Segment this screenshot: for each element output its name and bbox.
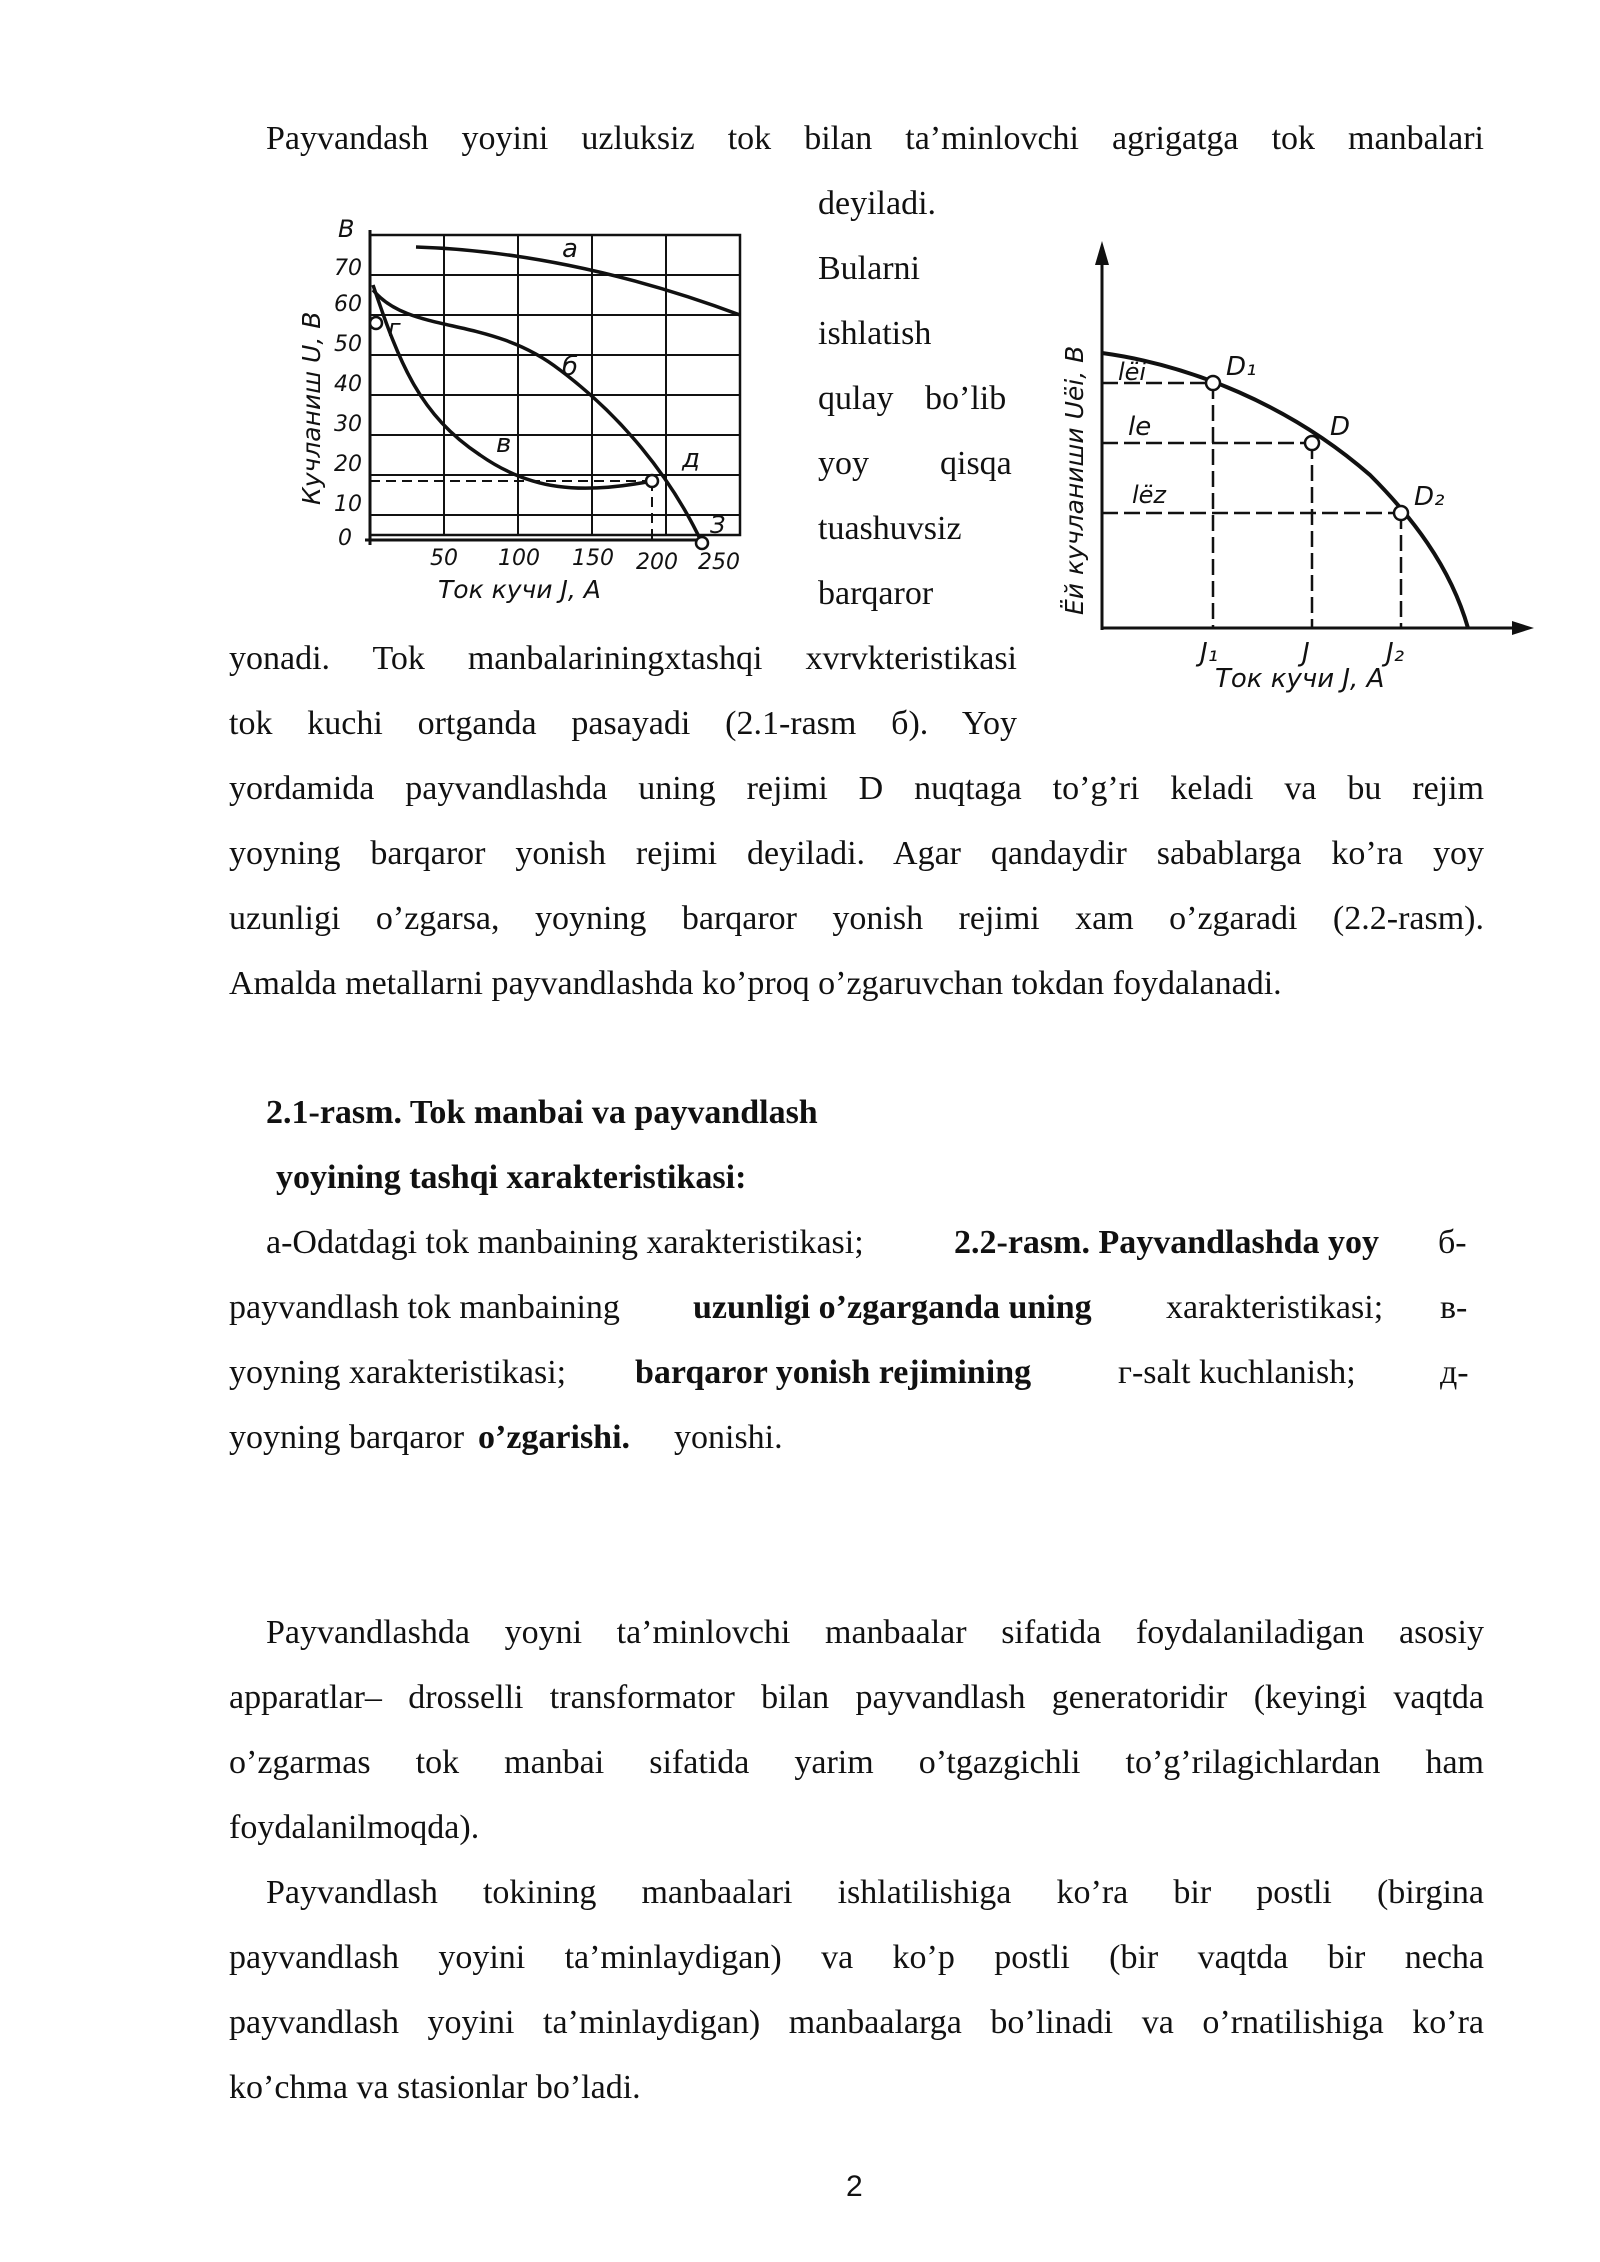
point-z — [696, 537, 708, 549]
paragraph-line: qisqa — [940, 445, 1012, 482]
paragraph-line: foydalanilmoqda). — [229, 1809, 480, 1846]
caption-line: yoyning xarakteristikasi; — [229, 1354, 567, 1391]
x-tick: 200 — [636, 550, 678, 575]
paragraph-line: bo’lib — [925, 380, 1007, 417]
x-tick-j: J — [1302, 638, 1310, 668]
caption-title: 2.1-rasm. Tok manbai va payvandlash — [266, 1094, 818, 1131]
paragraph-line: ishlatish — [818, 315, 932, 352]
y-tick: 20 — [334, 452, 362, 477]
paragraph-line: apparatlar– drosselli transformator bilan payvandlash generatoridir (keyingi vaqtda — [229, 1679, 1484, 1716]
y-tick: 10 — [334, 492, 362, 517]
y-tick: 0 — [338, 526, 352, 551]
figure-2-2 — [1050, 235, 1540, 705]
arc-length-1-label: lёi — [1118, 358, 1147, 386]
x-tick: 150 — [572, 546, 614, 571]
caption-line: б- — [1438, 1224, 1467, 1261]
paragraph-line: Payvandlash tokining manbaalari ishlatilishiga ko’ra bir postli (birgina — [266, 1874, 1484, 1911]
point-d — [646, 475, 658, 487]
paragraph-line: Payvandash yoyini uzluksiz tok bilan ta’minlovchi agrigatga tok manbalari — [266, 120, 1484, 157]
paragraph-line: barqaror — [818, 575, 934, 612]
paragraph-line: yonadi. Tok manbalariningxtashqi xvrvkteristikasi — [229, 640, 1017, 677]
caption-title: yoyining tashqi xarakteristikasi: — [276, 1159, 747, 1196]
point-g — [370, 317, 382, 329]
point-d2-label: D₂ — [1414, 482, 1445, 512]
curve-v-label: в — [496, 429, 512, 459]
y-tick: 50 — [334, 332, 362, 357]
arc-length-label: le — [1128, 412, 1152, 442]
point-d2 — [1394, 506, 1408, 520]
curve-b-label: б — [562, 352, 579, 382]
arc-length-2-label: lёz — [1132, 481, 1167, 509]
y-axis-label: Кучланиш U, В — [297, 311, 326, 505]
caption-title: barqaror yonish rejimining — [635, 1354, 1032, 1391]
paragraph-line: deyiladi. — [818, 185, 937, 222]
y-tick: 70 — [334, 256, 362, 281]
caption-title: o’zgarishi. — [478, 1419, 631, 1456]
y-tick: 60 — [334, 292, 362, 317]
curve-g-label: г — [388, 314, 401, 342]
x-tick-j1: J₁ — [1200, 638, 1219, 668]
paragraph-line: qulay — [818, 380, 894, 417]
y-axis-label: Ёй кучланиши Uёi, В — [1060, 345, 1089, 615]
paragraph-line: tok kuchi ortganda pasayadi (2.1-rasm б). Yoy — [229, 705, 1017, 742]
curve-a — [416, 247, 740, 315]
paragraph-line: ko’chma va stasionlar bo’ladi. — [229, 2069, 641, 2106]
point-d — [1305, 436, 1319, 450]
caption-line: д- — [1440, 1354, 1469, 1391]
caption-title: uzunligi o’zgarganda uning — [693, 1289, 1092, 1326]
caption-line: г-salt kuchlanish; — [1118, 1354, 1356, 1391]
paragraph-line: Amalda metallarni payvandlashda ko’proq o’zgaruvchan tokdan foydalanadi. — [229, 965, 1282, 1002]
paragraph-line: tuashuvsiz — [818, 510, 962, 547]
point-d1-label: D₁ — [1226, 352, 1257, 382]
y-tick: 30 — [334, 412, 362, 437]
x-tick: 50 — [430, 546, 458, 571]
paragraph-line: payvandlash yoyini ta’minlaydigan) manbaalarga bo’linadi va o’rnatilishiga ko’ra — [229, 2004, 1484, 2041]
figure-2-1 — [290, 215, 770, 615]
point-d-label: д — [682, 444, 700, 474]
paragraph-line: yoyning barqaror yonish rejimi deyiladi. Agar qandaydir sabablarga ko’ra yoy — [229, 835, 1484, 872]
x-axis-label: Ток кучи J, А — [1215, 664, 1385, 694]
y-tick: 40 — [334, 372, 362, 397]
x-tick: 250 — [698, 550, 740, 575]
point-z-label: З — [710, 511, 726, 539]
caption-line: a-Odatdagi tok manbaining xarakteristikasi; — [266, 1224, 864, 1261]
page-number: 2 — [846, 2170, 863, 2203]
curve-a-label: а — [562, 234, 578, 264]
caption-title: 2.2-rasm. Payvandlashda yoy — [954, 1224, 1380, 1261]
paragraph-line: payvandlash yoyini ta’minlaydigan) va ko’p postli (bir vaqtda bir necha — [229, 1939, 1484, 1976]
y-unit-label: В — [338, 215, 355, 243]
paragraph-line: Bularni — [818, 250, 920, 287]
paragraph-line: o’zgarmas tok manbai sifatida yarim o’tgazgichli to’g’rilagichlardan ham — [229, 1744, 1484, 1781]
x-axis-label: Ток кучи J, А — [438, 575, 601, 604]
caption-line: payvandlash tok manbaining — [229, 1289, 620, 1326]
caption-line: yoyning barqaror — [229, 1419, 465, 1456]
point-d1 — [1206, 376, 1220, 390]
paragraph-line: Payvandlashda yoyni ta’minlovchi manbaalar sifatida foydalaniladigan asosiy — [266, 1614, 1484, 1651]
caption-line: xarakteristikasi; — [1166, 1289, 1384, 1326]
caption-line: yonishi. — [674, 1419, 783, 1456]
caption-line: в- — [1440, 1289, 1468, 1326]
x-tick-j2: J₂ — [1386, 638, 1405, 668]
paragraph-line: yordamida payvandlashda uning rejimi D nuqtaga to’g’ri keladi va bu rejim — [229, 770, 1484, 807]
x-tick: 100 — [498, 546, 540, 571]
paragraph-line: yoy — [818, 445, 869, 482]
paragraph-line: uzunligi o’zgarsa, yoyning barqaror yonish rejimi xam o’zgaradi (2.2-rasm). — [229, 900, 1484, 937]
point-d-label: D — [1330, 412, 1351, 442]
